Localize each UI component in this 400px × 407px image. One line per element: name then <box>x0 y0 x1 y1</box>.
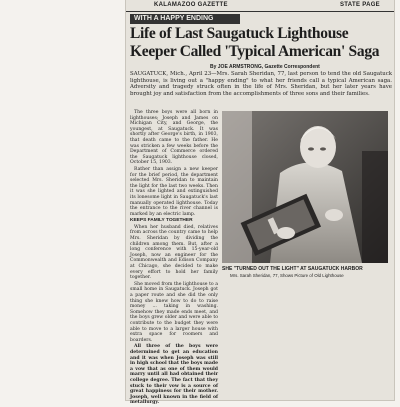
masthead-rule <box>126 11 394 12</box>
photo-caption-heading: SHE "TURNED OUT THE LIGHT" AT SAUGATUCK HARBOR <box>222 266 363 272</box>
lead-paragraph: SAUGATUCK, Mich., April 23—Mrs. Sarah Sheridan, 77, last person to tend the old Saugatuck lighthouse, is living out a "happy ending" to what her friends call a typical American saga. Adversity and tragedy struck often in the life of Mrs. Sheridan, but her later years have brought joy and satisfaction from the accomplishments of three sons and their families. <box>130 71 392 97</box>
woman-hand-right <box>325 209 343 221</box>
chair-shadow <box>362 151 388 263</box>
column-subhead: KEEPS FAMILY TOGETHER <box>130 218 193 224</box>
column-paragraph: All three of the boys were determined to get an education and it was when Joseph was still in high school that the boys made a vow that as one of them would marry until all had obtained their college degree. The fact that they stuck to their vow is a source of great happiness for their mother. Joseph, well known in the field of metallurgy. <box>130 344 218 406</box>
byline: By JOE ARMSTRONG, Gazette Correspondent <box>210 64 320 70</box>
photo-woman-with-picture <box>222 111 388 263</box>
column-paragraph: Rather than assign a new keeper for the brief period, the department selected Mrs. Sheridan to maintain the light for the last two weeks. Then it was she lighted and extinguished its lonesome light in Saugatuck's last manually operated lighthouse. Today the entrance to the river channel is marked by an electric lamp. <box>130 166 218 217</box>
doorway <box>222 111 252 263</box>
photo-illustration <box>222 111 388 263</box>
section-name: STATE PAGE <box>339 2 380 8</box>
kicker-banner: WITH A HAPPY ENDING <box>130 14 240 24</box>
column-paragraph: The three boys were all born in lighthouses; Joseph and James on Michigan City, and George, the youngest, at Saugatuck. It was shortly after George's birth, in 1903, that death came to the father. He was stricken a few weeks before the Department of Commerce ordered the Saugatuck lighthouse closed, October 15, 1903. <box>130 110 218 166</box>
woman-hand-left <box>277 227 295 239</box>
newspaper-name: KALAMAZOO GAZETTE <box>154 2 228 8</box>
headline: Life of Last Saugatuck Lighthouse Keeper Called 'Typical American' Saga <box>130 25 380 60</box>
glasses-left <box>308 147 314 150</box>
article-column <box>130 110 218 407</box>
column-paragraph: She moved from the lighthouse to a small home in Saugatuck. Joseph got a paper route and she did the only thing she knew how to do to raise money ... taking in washing. Somehow they made ends meet, and the boys grew older and were able to contribute to the budget they were able to move to a larger house with extra space for roomers and boarders. <box>130 281 218 343</box>
column-paragraph: When her husband died, relatives from across the country came to help Mrs. Sheridan by dividing the children among them. But, after a long conference with 15-year-old Joseph, now an engineer for the Commonwealth and Edison Company at Chicago, she decided to make every effort to hold her family together. <box>130 224 218 281</box>
woman-head <box>300 126 336 168</box>
glasses-right <box>320 147 326 150</box>
newspaper-clipping <box>126 0 394 406</box>
photo-caption: Mrs. Sarah Sheridan, 77, Shows Picture of Old Lighthouse <box>230 273 344 278</box>
